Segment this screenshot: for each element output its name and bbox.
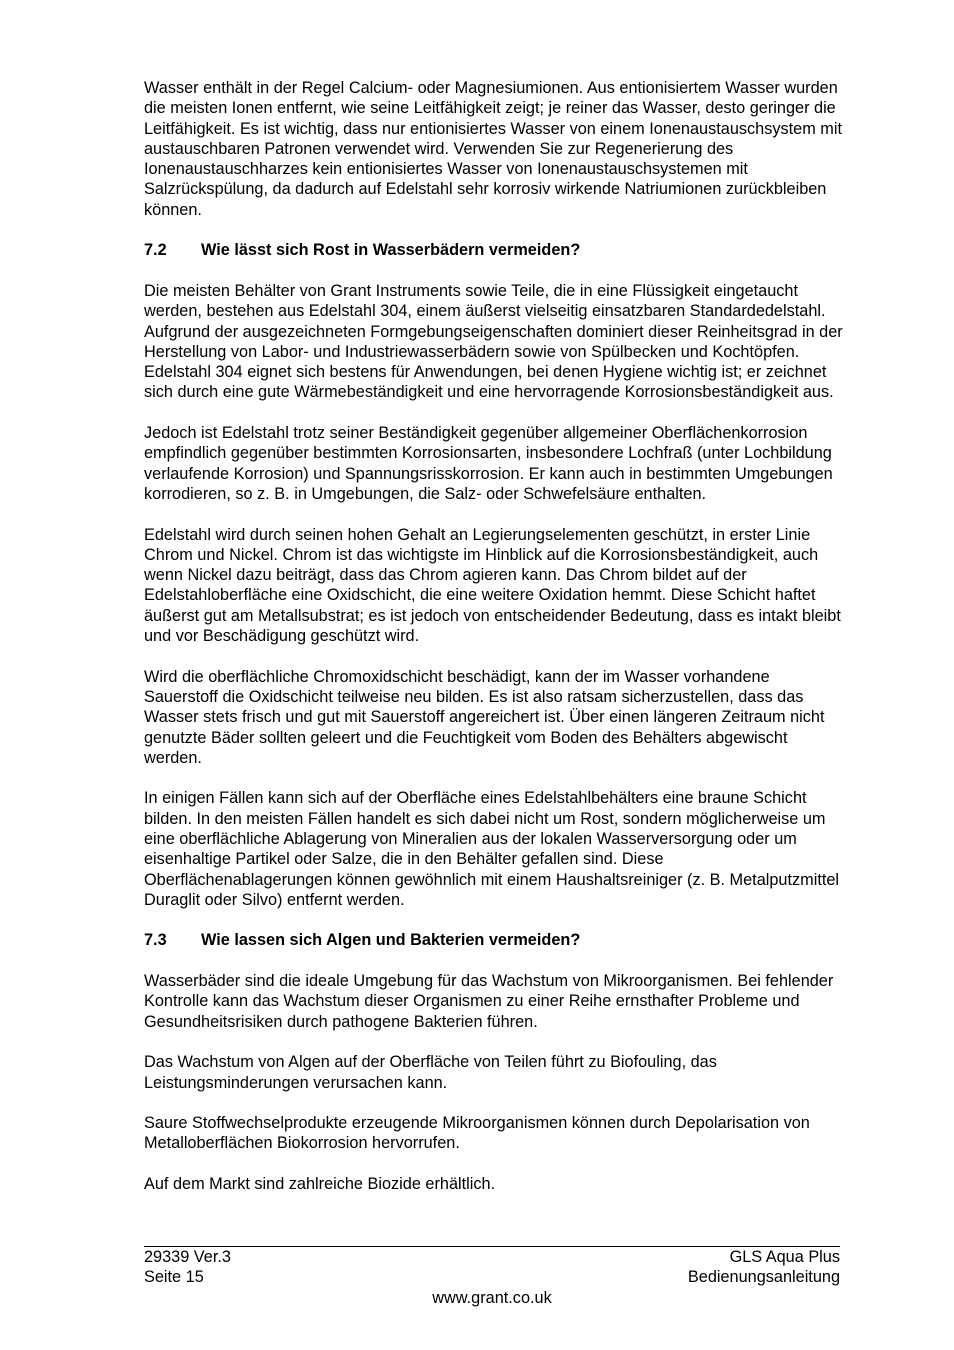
footer-page-number: Seite 15: [144, 1268, 204, 1287]
footer-product: GLS Aqua Plus: [729, 1248, 840, 1266]
paragraph-biofouling: Das Wachstum von Algen auf der Oberfläche von Teilen führt zu Biofouling, das Leistungsminderungen verursachen kann.: [144, 1053, 717, 1092]
footer-row-bottom: [144, 1267, 840, 1287]
section-heading-rust: [144, 240, 844, 260]
section-title: Wie lassen sich Algen und Bakterien vermeiden?: [201, 931, 581, 950]
paragraph-alloy-elements: Edelstahl wird durch seinen hohen Gehalt an Legierungselementen geschützt, in erster Linie Chrom und Nickel. Chrom ist das wichtigste im Hinblick auf die Korrosionsbeständigkeit, auch wenn Nickel dazu beiträgt, dass das Chrom agieren kann. Das Chrom bildet auf der Edelstahloberfläche eine Oxidschicht, die eine weitere Oxidation hemmt. Diese Schicht haftet äußerst gut am Metallsubstrat; es ist jedoch von entscheidender Bedeutung, dass es intakt bleibt und vor Beschädigung geschützt wird.: [144, 525, 841, 646]
paragraph-oxide-layer: Wird die oberflächliche Chromoxidschicht beschädigt, kann der im Wasser vorhandene Sauerstoff die Oxidschicht teilweise neu bilden. Es ist also ratsam sicherzustellen, dass das Wasser stets frisch und gut mit Sauerstoff angereichert ist. Über einen längeren Zeitraum nicht genutzte Bäder sollten geleert und die Feuchtigkeit vom Boden des Behälters abgewischt werden.: [144, 667, 825, 767]
paragraph-microorganisms: Wasserbäder sind die ideale Umgebung für das Wachstum von Mikroorganismen. Bei fehlender Kontrolle kann das Wachstum dieser Organismen zu einer Reihe ernsthafter Probleme und Gesundheitsrisiken durch pathogene Bakterien führen.: [144, 972, 834, 1031]
paragraph-brown-layer: In einigen Fällen kann sich auf der Oberfläche eines Edelstahlbehälters eine braune Schicht bilden. In den meisten Fällen handelt es sich dabei nicht um Rost, sondern möglicherweise um eine oberflächliche Ablagerung von Mineralien aus der lokalen Wasserversorgung oder um eisenhaltige Partikel oder Salze, die in den Behälter gefallen sind. Diese Oberflächenablagerungen können gewöhnlich mit einem Haushaltsreiniger (z. B. Metalputzmittel Duraglit oder Silvo) entfernt werden.: [144, 789, 840, 909]
page-footer: [144, 1246, 840, 1308]
section-heading-algae: [144, 930, 844, 950]
footer-doc-number: 29339 Ver.3: [144, 1248, 231, 1266]
footer-row-top: [144, 1247, 840, 1267]
paragraph-biocides: Auf dem Markt sind zahlreiche Biozide erhältlich.: [144, 1175, 496, 1194]
footer-website[interactable]: www.grant.co.uk: [432, 1288, 552, 1307]
paragraph-water-ions: Wasser enthält in der Regel Calcium- oder Magnesiumionen. Aus entionisiertem Wasser wurden die meisten Ionen entfernt, wie seine Leitfähigkeit zeigt; je reiner das Wasser, desto geringer die Leitfähigkeit. Es ist wichtig, dass nur entionisiertes Wasser von einem Ionenaustauschsystem mit austauschbaren Patronen verwendet wird. Verwenden Sie zur Regenerierung des Ionenaustauschharzes kein entionisiertes Wasser von Ionenaustauschsystemen mit Salzrückspülung, da dadurch auf Edelstahl sehr korrosiv wirkende Natriumionen zurückbleiben können.: [144, 79, 842, 219]
section-number: 7.2: [144, 241, 167, 260]
paragraph-corrosion-types: Jedoch ist Edelstahl trotz seiner Beständigkeit gegenüber allgemeiner Oberflächenkorrosion empfindlich gegenüber bestimmten Korrosionsarten, insbesondere Lochfraß (unter Lochbildung verlaufende Korrosion) und Spannungsrisskorrosion. Er kann auch in bestimmten Umgebungen korrodieren, so z. B. in Umgebungen, die Salz- oder Schwefelsäure enthalten.: [144, 424, 833, 503]
section-title: Wie lässt sich Rost in Wasserbädern vermeiden?: [201, 241, 581, 260]
section-number: 7.3: [144, 931, 167, 950]
page-body: [144, 78, 844, 1215]
paragraph-stainless-steel: Die meisten Behälter von Grant Instruments sowie Teile, die in eine Flüssigkeit eingetaucht werden, bestehen aus Edelstahl 304, einem äußerst vielseitig einsatzbaren Standardedelstahl. Aufgrund der ausgezeichneten Formgebungseigenschaften dominiert dieser Reinheitsgrad in der Herstellung von Labor- und Industriewasserbädern sowie von Spülbecken und Kochtöpfen. Edelstahl 304 eignet sich bestens für Anwendungen, bei denen Hygiene wichtig ist; er zeichnet sich durch eine gute Wärmebeständigkeit und eine hervorragende Korrosionsbeständigkeit aus.: [144, 281, 843, 402]
footer-doc-type: Bedienungsanleitung: [687, 1268, 840, 1287]
paragraph-biocorrosion: Saure Stoffwechselprodukte erzeugende Mikroorganismen können durch Depolarisation von Metalloberflächen Biokorrosion hervorrufen.: [144, 1114, 810, 1153]
